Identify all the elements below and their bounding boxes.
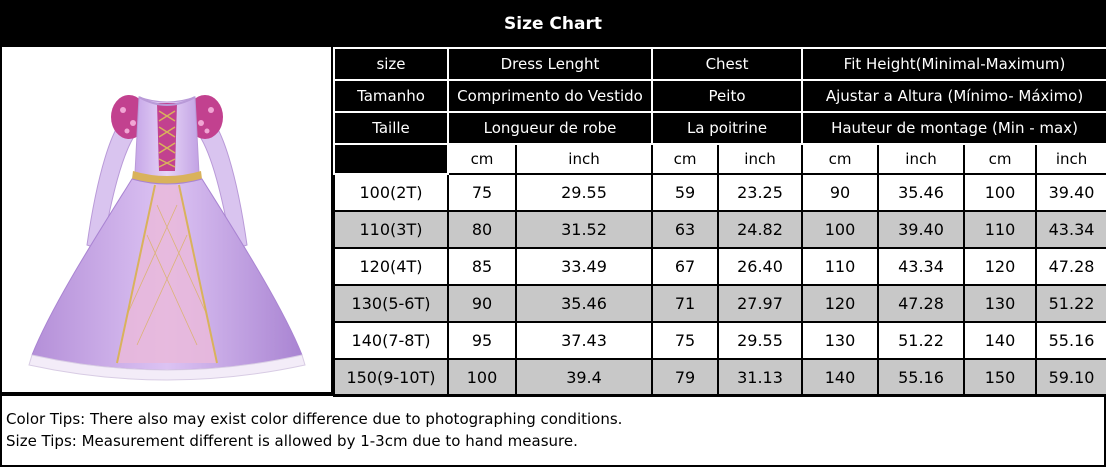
value-cell: 63 — [652, 211, 718, 248]
value-cell: 23.25 — [718, 174, 802, 211]
value-cell: 24.82 — [718, 211, 802, 248]
title-text: Size Chart — [504, 13, 602, 34]
value-cell: 59.10 — [1036, 359, 1106, 396]
value-cell: 29.55 — [516, 174, 652, 211]
header-row-english — [334, 48, 1106, 80]
value-cell: 39.40 — [878, 211, 964, 248]
unit-cell: inch — [878, 144, 964, 174]
header-label: Taille — [334, 112, 448, 144]
value-cell: 55.16 — [878, 359, 964, 396]
value-cell: 90 — [802, 174, 878, 211]
value-cell: 140 — [964, 322, 1036, 359]
value-cell: 37.43 — [516, 322, 652, 359]
header-dress-length: Longueur de robe — [448, 112, 652, 144]
value-cell: 100 — [802, 211, 878, 248]
value-cell: 95 — [448, 322, 516, 359]
header-row-french — [334, 112, 1106, 144]
value-cell: 47.28 — [878, 285, 964, 322]
value-cell: 55.16 — [1036, 322, 1106, 359]
table-row — [334, 174, 1106, 211]
size-cell: 110(3T) — [334, 211, 448, 248]
value-cell: 29.55 — [718, 322, 802, 359]
unit-cell: inch — [718, 144, 802, 174]
size-tip: Size Tips: Measurement different is allowed by 1-3cm due to hand measure. — [6, 432, 578, 450]
header-label: Tamanho — [334, 80, 448, 112]
tips-section — [0, 394, 1106, 467]
value-cell: 75 — [652, 322, 718, 359]
size-cell: 140(7-8T) — [334, 322, 448, 359]
unit-cell: cm — [802, 144, 878, 174]
color-tip: Color Tips: There also may exist color difference due to photographing conditions. — [6, 410, 623, 428]
unit-cell: inch — [516, 144, 652, 174]
dress-image — [17, 55, 317, 385]
unit-cell: cm — [652, 144, 718, 174]
header-chest: Peito — [652, 80, 802, 112]
header-chest: La poitrine — [652, 112, 802, 144]
value-cell: 59 — [652, 174, 718, 211]
value-cell: 31.13 — [718, 359, 802, 396]
value-cell: 80 — [448, 211, 516, 248]
unit-cell: inch — [1036, 144, 1106, 174]
size-cell: 120(4T) — [334, 248, 448, 285]
unit-cell: cm — [448, 144, 516, 174]
size-chart-title — [0, 0, 1106, 47]
value-cell: 51.22 — [1036, 285, 1106, 322]
table-row — [334, 285, 1106, 322]
header-fit-height: Ajustar a Altura (Mínimo- Máximo) — [802, 80, 1106, 112]
header-dress-length: Comprimento do Vestido — [448, 80, 652, 112]
value-cell: 71 — [652, 285, 718, 322]
units-blank-cell — [334, 144, 448, 174]
value-cell: 39.4 — [516, 359, 652, 396]
size-chart-table — [333, 47, 1106, 397]
table-row — [334, 322, 1106, 359]
value-cell: 51.22 — [878, 322, 964, 359]
value-cell: 90 — [448, 285, 516, 322]
header-dress-length: Dress Lenght — [448, 48, 652, 80]
value-cell: 31.52 — [516, 211, 652, 248]
header-row-portuguese — [334, 80, 1106, 112]
value-cell: 120 — [802, 285, 878, 322]
size-cell: 130(5-6T) — [334, 285, 448, 322]
header-label: size — [334, 48, 448, 80]
value-cell: 35.46 — [878, 174, 964, 211]
value-cell: 79 — [652, 359, 718, 396]
value-cell: 85 — [448, 248, 516, 285]
header-fit-height: Hauteur de montage (Min - max) — [802, 112, 1106, 144]
table-row — [334, 359, 1106, 396]
header-chest: Chest — [652, 48, 802, 80]
value-cell: 110 — [964, 211, 1036, 248]
value-cell: 67 — [652, 248, 718, 285]
value-cell: 110 — [802, 248, 878, 285]
table-row — [334, 211, 1106, 248]
value-cell: 140 — [802, 359, 878, 396]
size-cell: 100(2T) — [334, 174, 448, 211]
value-cell: 130 — [964, 285, 1036, 322]
unit-cell: cm — [964, 144, 1036, 174]
size-cell: 150(9-10T) — [334, 359, 448, 396]
value-cell: 150 — [964, 359, 1036, 396]
value-cell: 120 — [964, 248, 1036, 285]
value-cell: 75 — [448, 174, 516, 211]
value-cell: 43.34 — [878, 248, 964, 285]
value-cell: 27.97 — [718, 285, 802, 322]
units-row — [334, 144, 1106, 174]
value-cell: 100 — [964, 174, 1036, 211]
table-row — [334, 248, 1106, 285]
value-cell: 130 — [802, 322, 878, 359]
value-cell: 35.46 — [516, 285, 652, 322]
header-fit-height: Fit Height(Minimal-Maximum) — [802, 48, 1106, 80]
value-cell: 33.49 — [516, 248, 652, 285]
value-cell: 26.40 — [718, 248, 802, 285]
value-cell: 43.34 — [1036, 211, 1106, 248]
value-cell: 47.28 — [1036, 248, 1106, 285]
value-cell: 39.40 — [1036, 174, 1106, 211]
value-cell: 100 — [448, 359, 516, 396]
product-photo — [0, 47, 333, 394]
